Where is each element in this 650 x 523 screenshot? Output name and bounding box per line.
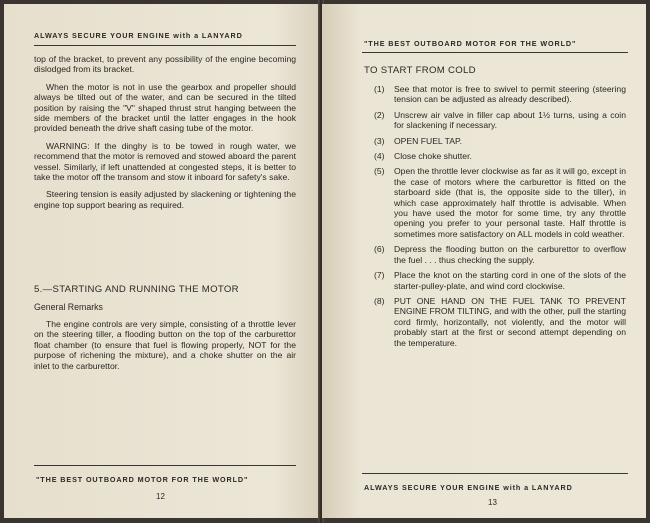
left-paragraph-2: When the motor is not in use the gearbox and propeller should always be tilted out of the water, and can be secured in the tilted position by raising the "V" shaped thrust strut hanging between the side members of the bracket until the latter engages in the hook provided beneath the drive shaft casing tube of the motor. — [34, 81, 296, 134]
left-foot-rule — [34, 465, 296, 466]
step-number: (5) — [374, 166, 385, 177]
steps-list — [374, 84, 626, 353]
left-page — [4, 4, 320, 518]
right-page — [322, 4, 646, 518]
left-body-text — [34, 54, 296, 210]
right-running-head: "THE BEST OUTBOARD MOTOR FOR THE WORLD" — [364, 39, 577, 48]
step-text: Depress the flooding button on the carburettor to overflow the fuel . . . thus checking the supply. — [394, 244, 626, 265]
right-head-rule — [362, 52, 628, 53]
start-from-cold-heading: TO START FROM COLD — [364, 65, 476, 76]
step-item — [374, 270, 626, 291]
step-number: (7) — [374, 270, 385, 281]
step-text: OPEN FUEL TAP. — [394, 135, 462, 146]
step-number: (4) — [374, 151, 385, 162]
general-remarks-text — [34, 319, 296, 371]
step-number: (2) — [374, 109, 385, 120]
remarks-paragraph: The engine controls are very simple, consisting of a throttle lever on the steering tiller, a flooding button on the top of the carburettor float chamber (to ensure that fuel is flowing properly, NOT for the purpose of richening the mixture), and a choke shutter on the air inlet to the carburettor. — [34, 319, 296, 371]
step-item — [374, 110, 626, 131]
step-text: Unscrew air valve in filler cap about 1½ turns, using a coin for slackening if necessary. — [394, 109, 626, 131]
left-head-rule — [34, 45, 296, 46]
step-number: (1) — [374, 84, 385, 94]
step-item — [374, 244, 626, 265]
step-item — [374, 136, 626, 146]
left-paragraph-steering: Steering tension is easily adjusted by slackening or tightening the engine top support bearing as required. — [34, 189, 296, 210]
step-text: Close choke shutter. — [394, 151, 472, 162]
right-footer: ALWAYS SECURE YOUR ENGINE with a LANYARD — [364, 483, 573, 492]
step-item — [374, 151, 626, 161]
step-number: (6) — [374, 244, 385, 255]
left-paragraph-1: top of the bracket, to prevent any possibility of the engine becoming dislodged from its bracket. — [34, 54, 296, 75]
left-page-number: 12 — [156, 492, 165, 501]
section-subheading: General Remarks — [34, 302, 103, 312]
step-text: PUT ONE HAND ON THE FUEL TANK TO PREVENT ENGINE FROM TILTING, and with the other, pull the starting cord firmly, horizontally, not violently, and the motor will probably start at the first or second attempt depending on the temperature. — [394, 295, 626, 348]
left-running-head: ALWAYS SECURE YOUR ENGINE with a LANYARD — [34, 31, 243, 40]
step-text: Open the throttle lever clockwise as far as it will go, except in the case of motors where the carburettor is fitted on the starboard side (that is, the opposite side to the tiller), in which case approximately half throttle is advisable. When you have used the motor for some time, try any throttle opening you prefer to your personal taste. Half throttle is sometimes more satisfactory on ALL models in cold weather. — [394, 166, 626, 239]
step-number: (8) — [374, 295, 385, 306]
right-page-number: 13 — [488, 498, 497, 507]
step-number: (3) — [374, 135, 385, 146]
step-item — [374, 84, 626, 105]
step-text: See that motor is free to swivel to permit steering (steering tension can be adjusted as already described). — [394, 84, 626, 105]
left-footer: "THE BEST OUTBOARD MOTOR FOR THE WORLD" — [36, 475, 249, 484]
left-paragraph-warning: WARNING: If the dinghy is to be towed in rough water, we recommend that the motor is removed and stowed aboard the parent vessel. Similarly, if left unattended at congested steps, it is better to take the motor off the transom and stow it inboard for safety's sake. — [34, 140, 296, 183]
step-item — [374, 166, 626, 239]
right-foot-rule — [362, 473, 628, 474]
step-text: Place the knot on the starting cord in one of the slots of the starter-pulley-plate, and wind cord clockwise. — [394, 270, 626, 291]
step-item — [374, 296, 626, 348]
section-heading: 5.—STARTING AND RUNNING THE MOTOR — [34, 284, 239, 295]
